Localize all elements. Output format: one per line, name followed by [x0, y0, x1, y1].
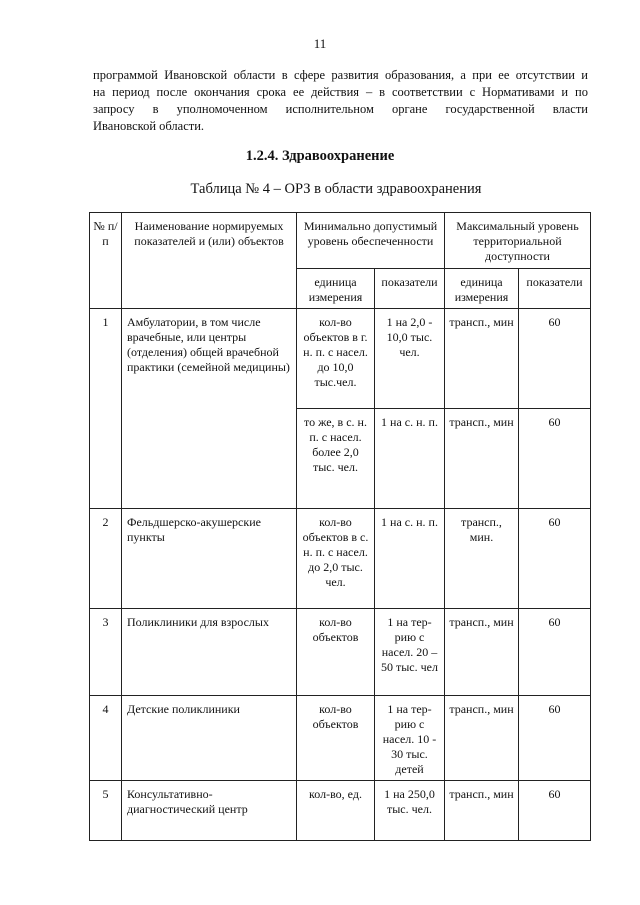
row-max-value: 60 — [519, 609, 591, 696]
header-min-level: Минимально допустимый уровень обеспеченности — [297, 213, 445, 269]
row-name: Детские поликлиники — [122, 696, 297, 781]
header-num: № п/п — [90, 213, 122, 309]
table-caption: Таблица № 4 – ОРЗ в области здравоохранения — [190, 181, 482, 197]
intro-line: запросу в уполномоченном исполнительном органе государственной власти — [93, 102, 588, 116]
table-row — [90, 509, 591, 609]
healthcare-table — [89, 212, 591, 841]
row-num: 3 — [90, 609, 122, 696]
row-max-value: 60 — [519, 696, 591, 781]
section-title: 1.2.4. Здравоохранение — [245, 148, 395, 164]
intro-paragraph — [93, 67, 588, 135]
row-min-unit: кол-во объектов в г. н. п. с насел. до 10,0 тыс.чел. — [297, 309, 375, 409]
table-row — [90, 609, 591, 696]
row-max-value: 60 — [519, 309, 591, 409]
row-name: Амбулатории, в том числе врачебные, или центры (отделения) общей врачебной практики (семейной медицины) — [122, 309, 297, 509]
row-max-unit: трансп., мин — [445, 781, 519, 841]
row-min-unit: кол-во, ед. — [297, 781, 375, 841]
row-name: Консультативно-диагностический центр — [122, 781, 297, 841]
row-num: 1 — [90, 309, 122, 509]
row-num: 5 — [90, 781, 122, 841]
row-min-unit: кол-во объектов — [297, 696, 375, 781]
row-name: Фельдшерско-акушерские пункты — [122, 509, 297, 609]
header-name: Наименование нормируемых показателей и (или) объектов — [122, 213, 297, 309]
header-max-value: показатели — [519, 269, 591, 309]
intro-line: программой Ивановской области в сфере развития образования, а при ее отсутствии и — [93, 68, 588, 82]
row-max-value: 60 — [519, 509, 591, 609]
page-number: 11 — [313, 36, 327, 51]
row-max-unit: трансп., мин — [445, 409, 519, 509]
intro-line: Ивановской области. — [93, 119, 205, 133]
row-min-value: 1 на тер-рию с насел. 20 – 50 тыс. чел — [375, 609, 445, 696]
row-min-value: 1 на с. н. п. — [375, 509, 445, 609]
row-min-unit: кол-во объектов в с. н. п. с насел. до 2,0 тыс. чел. — [297, 509, 375, 609]
table-row — [90, 781, 591, 841]
row-max-unit: трансп., мин — [445, 696, 519, 781]
row-name: Поликлиники для взрослых — [122, 609, 297, 696]
row-min-unit: кол-во объектов — [297, 609, 375, 696]
row-max-value: 60 — [519, 781, 591, 841]
row-min-value: 1 на тер-рию с насел. 10 - 30 тыс. детей — [375, 696, 445, 781]
row-max-unit: трансп., мин — [445, 609, 519, 696]
row-min-unit: то же, в с. н. п. с насел. более 2,0 тыс. чел. — [297, 409, 375, 509]
header-min-unit: единица измерения — [297, 269, 375, 309]
row-max-unit: трансп., мин — [445, 309, 519, 409]
intro-line: на период после окончания срока ее действия – в соответствии с Нормативами и по — [93, 85, 588, 99]
row-max-unit: трансп., мин. — [445, 509, 519, 609]
row-num: 4 — [90, 696, 122, 781]
header-max-level: Максимальный уровень территориальной доступности — [445, 213, 591, 269]
table-row — [90, 309, 591, 409]
header-max-unit: единица измерения — [445, 269, 519, 309]
row-min-value: 1 на 2,0 - 10,0 тыс. чел. — [375, 309, 445, 409]
row-min-value: 1 на 250,0 тыс. чел. — [375, 781, 445, 841]
row-max-value: 60 — [519, 409, 591, 509]
row-min-value: 1 на с. н. п. — [375, 409, 445, 509]
header-min-value: показатели — [375, 269, 445, 309]
table-header-row — [90, 213, 591, 269]
table-row — [90, 696, 591, 781]
row-num: 2 — [90, 509, 122, 609]
